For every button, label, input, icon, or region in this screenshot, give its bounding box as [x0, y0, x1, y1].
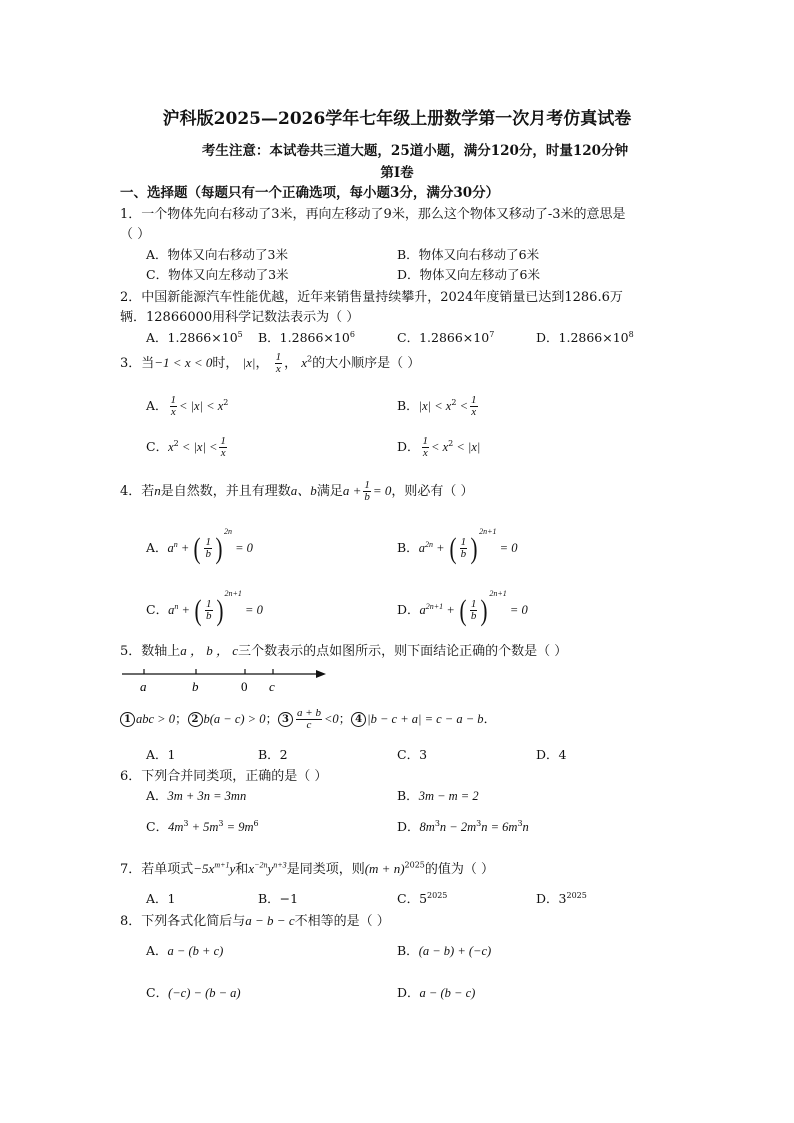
- q4-option-d: D．$a^{2n+1}$ + ( $\frac{1}{b}$ ) $^{2n+1}$ = 0: [397, 589, 528, 627]
- q2-option-a: A．$1.2866\times 10^5$: [146, 329, 243, 345]
- q1-option-a: A．物体又向右移动了3米: [146, 247, 288, 262]
- q3-option-d: D． $\frac{1}{x}$ < $x^2 < |x|$: [397, 435, 481, 459]
- q4-option-a: A．$a^n$ + ( $\frac{1}{b}$ ) $^{2n}$ = 0: [146, 527, 253, 565]
- label-zero: 0: [241, 679, 248, 694]
- q3-option-c: C．$x^2 < |x|$ < $\frac{1}{x}$: [146, 435, 226, 459]
- q8-option-c: C．(−c) − (b − a): [146, 985, 241, 1000]
- q2-option-c: C．$1.2866\times 10^7$: [397, 329, 495, 345]
- q7-option-a: A．1: [146, 891, 176, 906]
- q5-option-b: B．2: [258, 747, 288, 762]
- q7-option-d: D．$3^{2025}$: [536, 890, 587, 906]
- q6-option-b: B．3m − m = 2: [397, 788, 479, 803]
- q8-stem: 8．下列各式化简后与a − b − c不相等的是（ ）: [120, 913, 390, 929]
- q1-option-d: D．物体又向左移动了6米: [397, 267, 540, 282]
- q8-option-b: B．(a − b) + (−c): [397, 943, 492, 958]
- q8-option-d: D．a − (b − c): [397, 985, 476, 1000]
- q5-option-c: C．3: [397, 747, 428, 762]
- q7-stem: 7．若单项式$-5x^{m+1}y$和$x^{-2n}y^{n+3}$是同类项，则$(m + n)^{2025}$的值为（ ）: [120, 860, 495, 877]
- q1-option-c: C．物体又向左移动了3米: [146, 267, 289, 282]
- q1-stem-line1: 1．一个物体先向右移动了3米，再向左移动了9米，那么这个物体又移动了-3米的意思是: [120, 207, 626, 222]
- label-b: b: [192, 679, 199, 694]
- exam-notice: 考生注意：本试卷共三道大题，25道小题，满分120分，时量120分钟: [201, 143, 629, 159]
- q5-option-d: D．4: [536, 747, 567, 762]
- number-line-diagram: [120, 665, 340, 695]
- q1-option-b: B．物体又向右移动了6米: [397, 247, 540, 262]
- label-c: c: [269, 679, 275, 694]
- section-heading: 一、选择题（每题只有一个正确选项，每小题3分，满分30分）: [120, 185, 500, 201]
- q5-stem: 5．数轴上a ， b ， c三个数表示的点如图所示，则下面结论正确的个数是（ ）: [120, 643, 568, 659]
- q2-option-d: D．$1.2866\times 10^8$: [536, 329, 634, 345]
- volume-label: 第Ⅰ卷: [380, 165, 414, 181]
- q7-option-b: B．−1: [258, 891, 299, 906]
- q3-stem: 3．当−1 < x < 0时， |x|， $\frac{1}{x}$ ， $x^2$的大小顺序是（ ）: [120, 351, 421, 375]
- q3-option-a: A． $\frac{1}{x}$ < $|x| < x^2$: [146, 394, 229, 418]
- q6-option-c: C．$4m^3 + 5m^3 = 9m^6$: [146, 818, 259, 834]
- q6-option-d: D．$8m^3n - 2m^3n = 6m^3n$: [397, 818, 529, 834]
- label-a: a: [140, 679, 147, 694]
- number-line-arrow: [316, 670, 326, 678]
- q4-option-c: C．$a^n$ + ( $\frac{1}{b}$ ) $^{2n+1}$ = 0: [146, 589, 263, 627]
- q2-stem-line1: 2．中国新能源汽车性能优越，近年来销售量持续攀升，2024年度销量已达到1286.6万: [120, 290, 623, 305]
- q2-stem-line2: 辆．12866000用科学记数法表示为（ ）: [120, 310, 360, 325]
- q8-option-a: A．a − (b + c): [146, 943, 224, 958]
- q7-option-c: C．$5^{2025}$: [397, 890, 448, 906]
- q5-option-a: A．1: [146, 747, 176, 762]
- q6-option-a: A．3m + 3n = 3mn: [146, 788, 247, 803]
- exam-title: 沪科版2025—2026学年七年级上册数学第一次月考仿真试卷: [162, 109, 632, 129]
- q5-statements: 1 abc > 0； 2 b(a − c) > 0； 3 $\frac{a + b}{c}$ <0； 4 |b − c + a| = c − a − b．: [120, 708, 496, 731]
- q4-stem: 4．若n是自然数，并且有理数a、b满足a + $\frac{1}{b}$ = 0，则必有（ ）: [120, 479, 474, 503]
- q6-stem: 6．下列合并同类项，正确的是（ ）: [120, 769, 328, 784]
- q2-option-b: B．$1.2866\times 10^6$: [258, 329, 355, 345]
- q3-option-b: B．$|x| < x^2$ < $\frac{1}{x}$: [397, 394, 477, 418]
- q4-option-b: B．$a^{2n}$ + ( $\frac{1}{b}$ ) $^{2n+1}$ = 0: [397, 527, 518, 565]
- q1-stem-line2: （ ）: [120, 227, 151, 242]
